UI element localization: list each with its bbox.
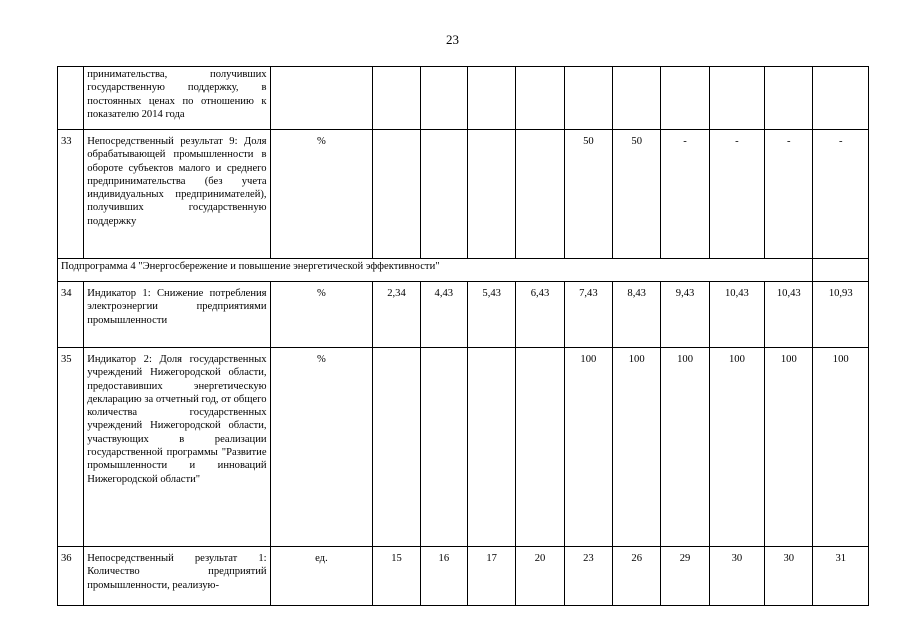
table-row [58,348,869,547]
value-cell [373,348,420,547]
page-number: 23 [446,32,459,47]
table-row [58,547,869,606]
value-cell [373,130,420,259]
row-number: 33 [58,130,84,259]
value-cell: - [709,130,764,259]
value-cell: - [813,130,869,259]
unit-cell [270,67,373,130]
value-cell: 8,43 [613,282,661,348]
indicator-name: Непосредственный результат 9: Доля обрабатывающей промышленности в обороте субъектов малого и среднего предпринимательства (без учета индивидуальных предпринимателей), получивших государственную поддержку [84,130,270,259]
value-cell [420,130,467,259]
value-cell [420,348,467,547]
value-cell: 31 [813,547,869,606]
indicator-name: Непосредственный результат 1: Количество предприятий промышленности, реализую- [84,547,270,606]
row-number: 34 [58,282,84,348]
value-cell: 100 [564,348,612,547]
value-cell [765,67,813,130]
unit-cell: % [270,282,373,348]
value-cell [468,348,516,547]
value-cell [709,67,764,130]
table-row [58,67,869,130]
unit-cell: % [270,348,373,547]
value-cell: 23 [564,547,612,606]
value-cell: 100 [613,348,661,547]
value-cell [420,67,467,130]
value-cell: 7,43 [564,282,612,348]
empty-cell [813,259,869,282]
value-cell: 15 [373,547,420,606]
value-cell: 6,43 [516,282,564,348]
row-number: 36 [58,547,84,606]
indicators-table [57,66,869,606]
value-cell [516,348,564,547]
value-cell [373,67,420,130]
value-cell: 100 [709,348,764,547]
value-cell [813,67,869,130]
value-cell: - [661,130,709,259]
value-cell: 17 [468,547,516,606]
value-cell: 4,43 [420,282,467,348]
value-cell [564,67,612,130]
value-cell: 10,43 [709,282,764,348]
indicator-name: Индикатор 1: Снижение потребления электроэнергии предприятиями промышленности [84,282,270,348]
table-row [58,282,869,348]
value-cell: 30 [709,547,764,606]
value-cell [516,130,564,259]
value-cell: 29 [661,547,709,606]
indicator-name: принимательства, получивших государственную поддержку, в постоянных ценах по отношению к показателю 2014 года [84,67,270,130]
value-cell: - [765,130,813,259]
table-row [58,130,869,259]
value-cell [613,67,661,130]
value-cell: 50 [564,130,612,259]
table-row-subprogram [58,259,869,282]
value-cell: 100 [813,348,869,547]
row-number [58,67,84,130]
value-cell: 50 [613,130,661,259]
subprogram-heading: Подпрограмма 4 "Энергосбережение и повышение энергетической эффективности" [58,259,813,282]
value-cell [661,67,709,130]
value-cell: 100 [661,348,709,547]
value-cell: 26 [613,547,661,606]
value-cell [516,67,564,130]
value-cell: 10,93 [813,282,869,348]
value-cell: 9,43 [661,282,709,348]
indicator-name: Индикатор 2: Доля государственных учреждений Нижегородской области, предоставивших энергетическую декларацию за отчетный год, от общего количества государственных учреждений Нижегородской области, участвующих в реализации государственной программы "Развитие промышленности и инноваций Нижегородской области" [84,348,270,547]
value-cell: 20 [516,547,564,606]
value-cell: 16 [420,547,467,606]
unit-cell: % [270,130,373,259]
value-cell: 30 [765,547,813,606]
value-cell: 10,43 [765,282,813,348]
value-cell: 5,43 [468,282,516,348]
value-cell [468,130,516,259]
value-cell [468,67,516,130]
value-cell: 100 [765,348,813,547]
value-cell: 2,34 [373,282,420,348]
unit-cell: ед. [270,547,373,606]
row-number: 35 [58,348,84,547]
